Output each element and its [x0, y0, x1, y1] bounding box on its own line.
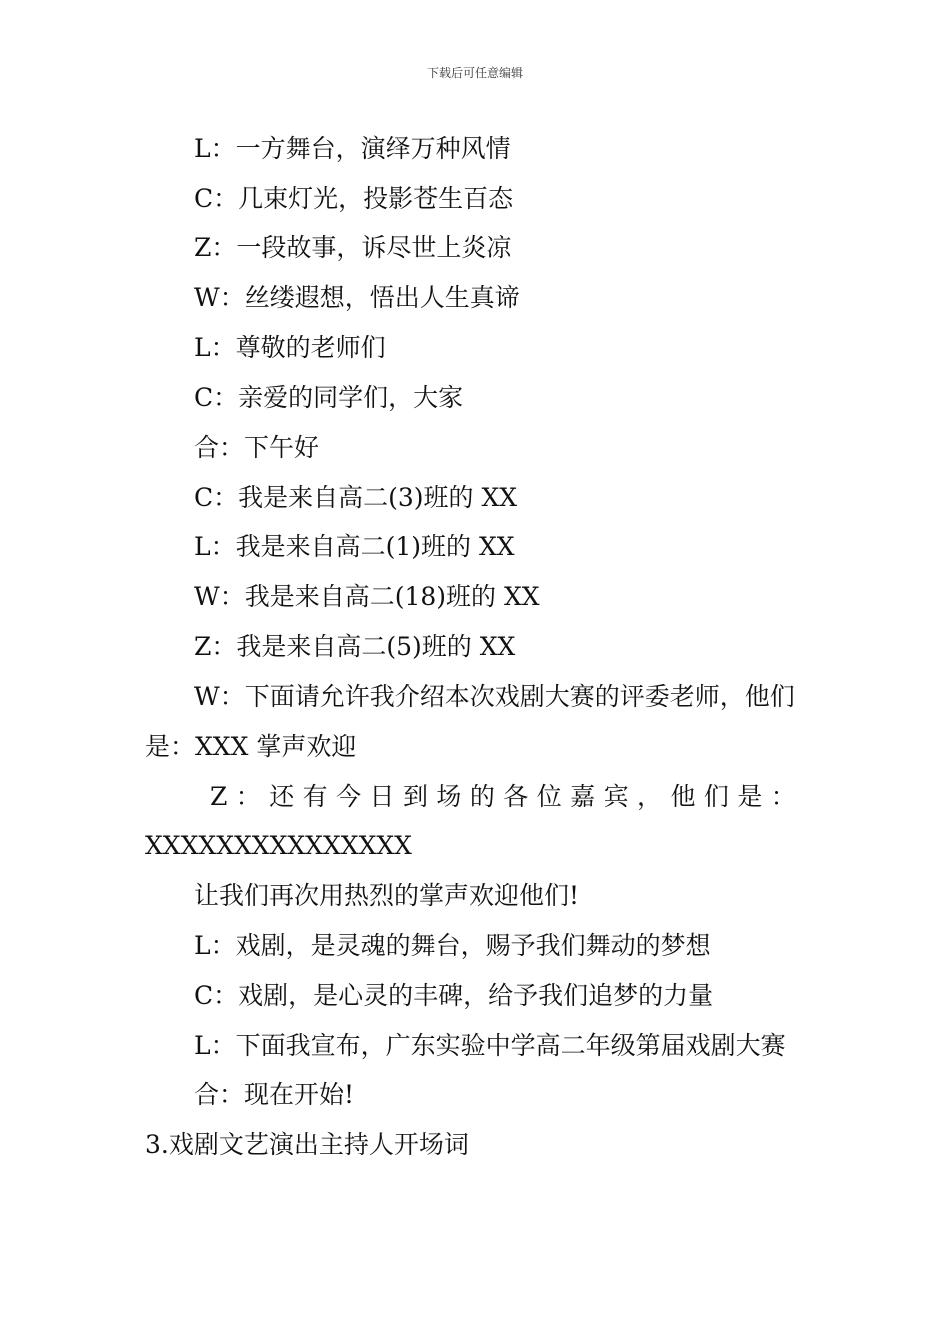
script-line-continued: XXXXXXXXXXXXXXX — [145, 831, 412, 860]
script-character: 位 — [536, 782, 562, 811]
script-line: C：几束灯光，投影苍生百态 — [194, 184, 514, 213]
script-character: 的 — [469, 782, 495, 811]
script-character: ： — [770, 782, 796, 811]
script-line: 合：现在开始! — [194, 1080, 355, 1109]
script-line: C：亲爱的同学们，大家 — [194, 383, 464, 412]
script-line: 合：下午好 — [194, 433, 320, 462]
script-character: 他 — [670, 782, 696, 811]
script-line: L：尊敬的老师们 — [194, 333, 386, 362]
script-character: 嘉 — [570, 782, 596, 811]
script-character: 各 — [503, 782, 529, 811]
script-character: 日 — [369, 782, 395, 811]
script-character: 到 — [402, 782, 428, 811]
script-line: C：戏剧，是心灵的丰碑，给予我们追梦的力量 — [194, 981, 714, 1010]
script-line: Z：一段故事，诉尽世上炎凉 — [194, 233, 512, 262]
script-character: 还 — [269, 782, 295, 811]
script-line: Z：我是来自高二(5)班的 XX — [194, 632, 516, 661]
script-line: W：我是来自高二(18)班的 XX — [194, 582, 540, 611]
script-character: ， — [637, 782, 663, 811]
script-line: L：我是来自高二(1)班的 XX — [194, 532, 515, 561]
script-line: L：一方舞台，演绎万种风情 — [194, 134, 511, 163]
script-character: 场 — [436, 782, 462, 811]
script-line-justified — [210, 782, 796, 812]
script-character: 们 — [703, 782, 729, 811]
script-character: ： — [235, 782, 261, 811]
script-line: 让我们再次用热烈的掌声欢迎他们! — [194, 881, 580, 910]
script-line: L：戏剧，是灵魂的舞台，赐予我们舞动的梦想 — [194, 931, 711, 960]
page-header: 下载后可任意编辑 — [426, 66, 523, 80]
script-character: Z — [210, 782, 228, 811]
script-line-continued: 是：XXX 掌声欢迎 — [145, 732, 357, 761]
script-line: W：丝缕遐想，悟出人生真谛 — [194, 283, 520, 312]
script-character: 有 — [302, 782, 328, 811]
script-line: W：下面请允许我介绍本次戏剧大赛的评委老师，他们 — [194, 682, 795, 711]
script-line: L：下面我宣布，广东实验中学高二年级第届戏剧大赛 — [194, 1031, 786, 1060]
script-character: 今 — [336, 782, 362, 811]
script-character: 宾 — [603, 782, 629, 811]
script-character: 是 — [737, 782, 763, 811]
script-line: C：我是来自高二(3)班的 XX — [194, 483, 518, 512]
section-heading: 3.戏剧文艺演出主持人开场词 — [145, 1130, 469, 1159]
